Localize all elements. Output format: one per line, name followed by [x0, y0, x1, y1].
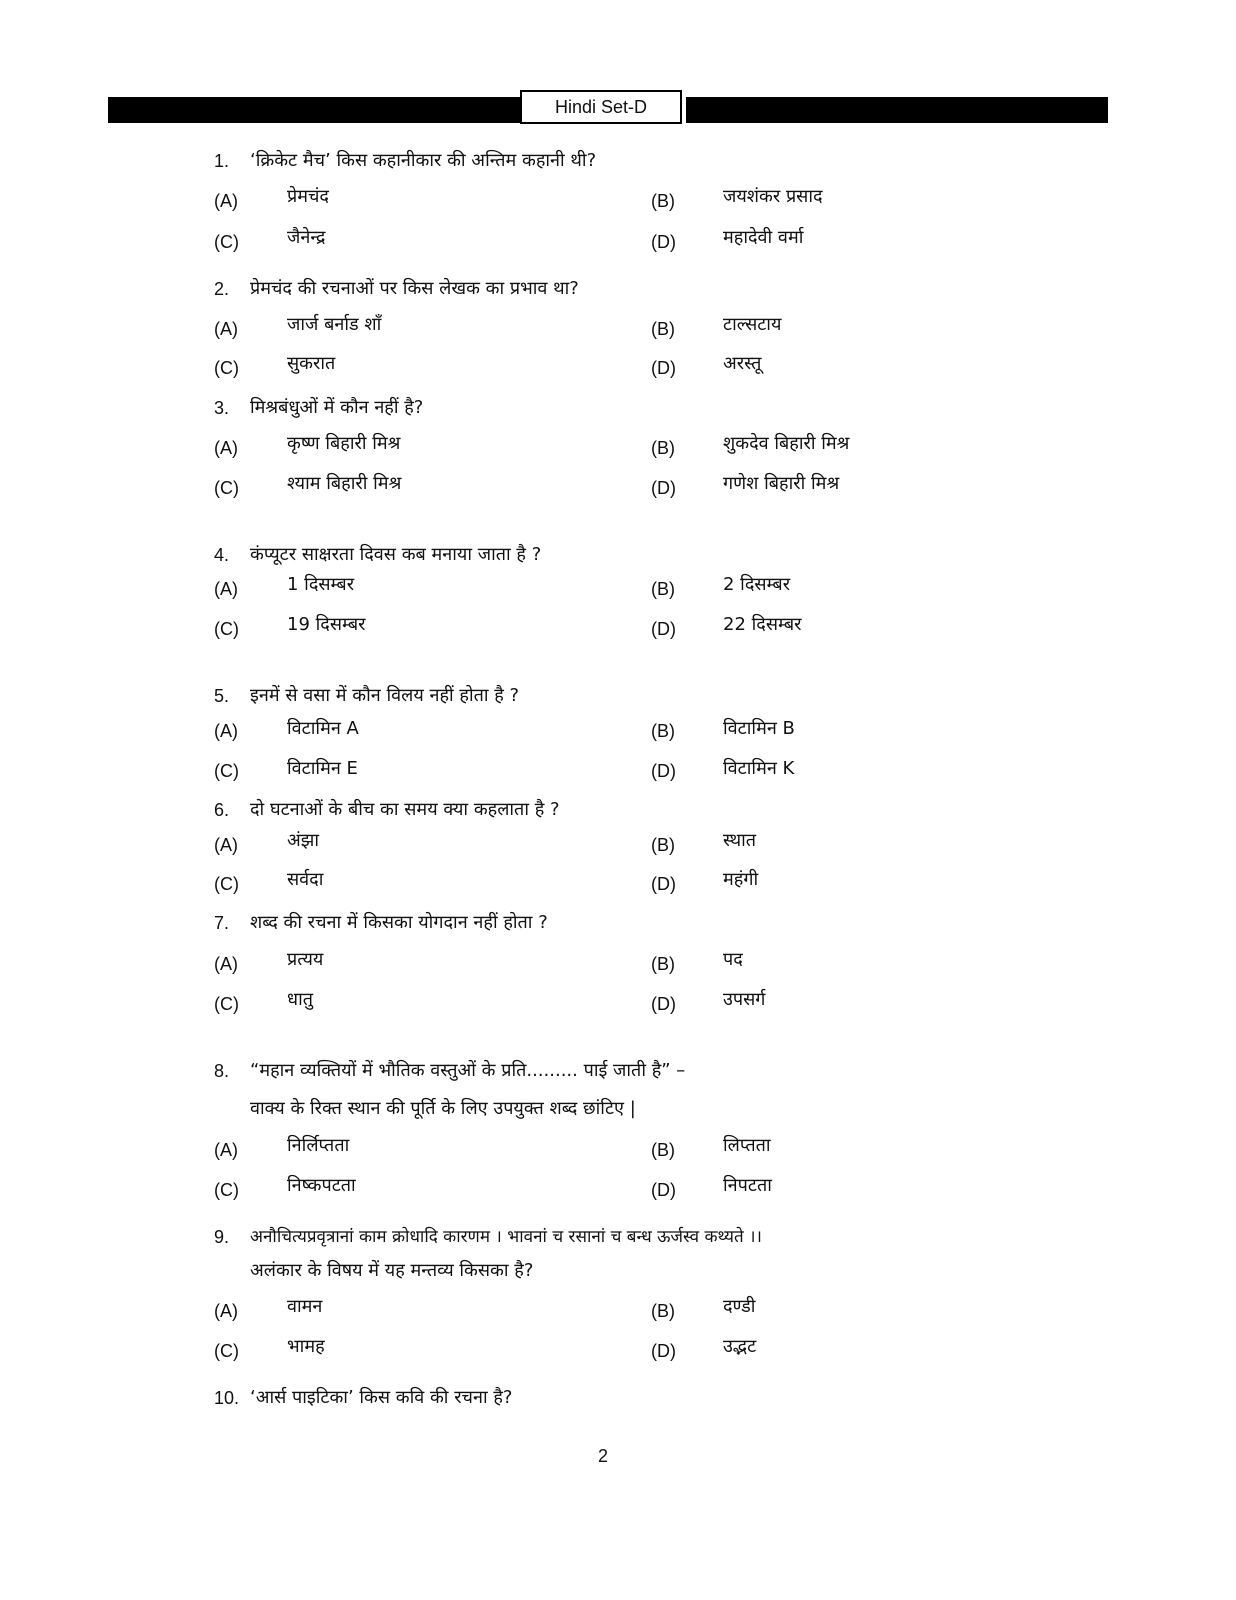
option-text: वामन [287, 1296, 323, 1317]
question-number: 1. [214, 151, 230, 171]
option-text: विटामिन B [723, 718, 795, 739]
question-text: अलंकार के विषय में यह मन्तव्य किसका है? [250, 1260, 534, 1281]
question-number: 4. [214, 545, 230, 565]
option-key: (A) [214, 835, 238, 855]
option-key: (D) [651, 358, 676, 378]
option-key: (B) [651, 1140, 675, 1160]
question-text: इनमें से वसा में कौन विलय नहीं होता है ? [250, 685, 520, 706]
option-text: दण्डी [723, 1296, 756, 1317]
option-key: (D) [651, 761, 676, 781]
option-key: (A) [214, 954, 238, 974]
option-key: (D) [651, 619, 676, 639]
option-key: (C) [214, 232, 239, 252]
option-key: (A) [214, 438, 238, 458]
option-key: (B) [651, 438, 675, 458]
option-text: अंझा [287, 830, 320, 851]
option-text: धातु [287, 989, 313, 1010]
question-number: 7. [214, 913, 230, 933]
option-key: (D) [651, 1180, 676, 1200]
option-text: गणेश बिहारी मिश्र [723, 473, 840, 494]
option-text: उपसर्ग [723, 989, 766, 1010]
question-text: ‘आर्स पाइटिका’ किस कवि की रचना है? [250, 1387, 513, 1408]
option-text: जयशंकर प्रसाद [723, 186, 823, 207]
question-text: कंप्यूटर साक्षरता दिवस कब मनाया जाता है ? [250, 544, 542, 565]
option-key: (A) [214, 191, 238, 211]
option-key: (B) [651, 579, 675, 599]
option-text: जार्ज बर्नाड शॉं [287, 314, 382, 335]
option-text: टाल्सटाय [723, 314, 782, 335]
option-key: (C) [214, 994, 239, 1014]
option-key: (C) [214, 1180, 239, 1200]
option-text: भामह [287, 1336, 325, 1357]
question-text: शब्द की रचना में किसका योगदान नहीं होता ? [250, 912, 548, 933]
option-key: (B) [651, 319, 675, 339]
question-text: मिश्रबंधुओं में कौन नहीं है? [250, 397, 424, 418]
question-text: वाक्य के रिक्त स्थान की पूर्ति के लिए उपयुक्त शब्द छांटिए | [250, 1098, 636, 1119]
option-text: 1 दिसम्बर [287, 574, 355, 595]
option-text: 19 दिसम्बर [287, 614, 366, 635]
option-text: सुकरात [287, 353, 336, 374]
option-key: (C) [214, 358, 239, 378]
option-text: उद्भट [723, 1336, 757, 1357]
option-text: प्रत्यय [287, 949, 324, 970]
option-text: सर्वदा [287, 869, 324, 890]
question-text: अनौचित्यप्रवृत्रानां काम क्रोधादि कारणम । भावनां च रसानां च बन्ध ऊर्जस्व कथ्यते ।। [250, 1227, 762, 1247]
question-number: 10. [214, 1388, 240, 1408]
option-text: पद [723, 949, 743, 970]
option-key: (A) [214, 579, 238, 599]
question-number: 9. [214, 1227, 230, 1247]
header-bar-right [686, 97, 1108, 123]
option-text: निपटता [723, 1175, 772, 1196]
option-text: कृष्ण बिहारी मिश्र [287, 433, 401, 454]
question-number: 6. [214, 800, 230, 820]
question-number: 8. [214, 1061, 230, 1081]
option-key: (B) [651, 1301, 675, 1321]
option-text: निष्कपटता [287, 1175, 356, 1196]
option-key: (C) [214, 874, 239, 894]
header-bar-left [108, 97, 523, 123]
option-key: (A) [214, 319, 238, 339]
option-text: विटामिन K [723, 758, 795, 779]
option-key: (A) [214, 1301, 238, 1321]
page-number: 2 [598, 1446, 609, 1466]
question-number: 3. [214, 398, 230, 418]
option-text: 22 दिसम्बर [723, 614, 802, 635]
option-text: विटामिन A [287, 718, 359, 739]
question-text: दो घटनाओं के बीच का समय क्या कहलाता है ? [250, 799, 560, 820]
option-text: जैनेन्द्र [287, 227, 326, 248]
option-key: (C) [214, 478, 239, 498]
option-key: (D) [651, 1341, 676, 1361]
option-key: (B) [651, 954, 675, 974]
option-key: (C) [214, 619, 239, 639]
question-text: प्रेमचंद की रचनाओं पर किस लेखक का प्रभाव था? [250, 278, 579, 299]
option-key: (A) [214, 721, 238, 741]
option-key: (B) [651, 721, 675, 741]
question-text: “महान व्यक्तियों में भौतिक वस्तुओं के प्रति......... पाई जाती है” – [250, 1060, 686, 1081]
option-key: (B) [651, 835, 675, 855]
option-text: विटामिन E [287, 758, 358, 779]
option-text: निर्लिप्तता [287, 1135, 350, 1156]
option-text: अरस्तू [723, 353, 762, 374]
option-key: (D) [651, 232, 676, 252]
option-key: (A) [214, 1140, 238, 1160]
option-text: महादेवी वर्मा [723, 227, 804, 248]
option-text: श्याम बिहारी मिश्र [287, 473, 402, 494]
question-number: 5. [214, 686, 230, 706]
option-text: स्थात [723, 830, 757, 851]
option-text: शुकदेव बिहारी मिश्र [723, 433, 850, 454]
option-text: प्रेमचंद [287, 186, 329, 207]
header-label: Hindi Set-D [520, 90, 682, 124]
option-key: (D) [651, 478, 676, 498]
question-text: ‘क्रिकेट मैच’ किस कहानीकार की अन्तिम कहानी थी? [250, 150, 597, 171]
option-text: लिप्तता [723, 1135, 771, 1156]
option-key: (D) [651, 994, 676, 1014]
option-key: (C) [214, 1341, 239, 1361]
option-key: (D) [651, 874, 676, 894]
option-key: (B) [651, 191, 675, 211]
option-key: (C) [214, 761, 239, 781]
option-text: महंगी [723, 869, 759, 890]
question-number: 2. [214, 279, 230, 299]
option-text: 2 दिसम्बर [723, 574, 791, 595]
